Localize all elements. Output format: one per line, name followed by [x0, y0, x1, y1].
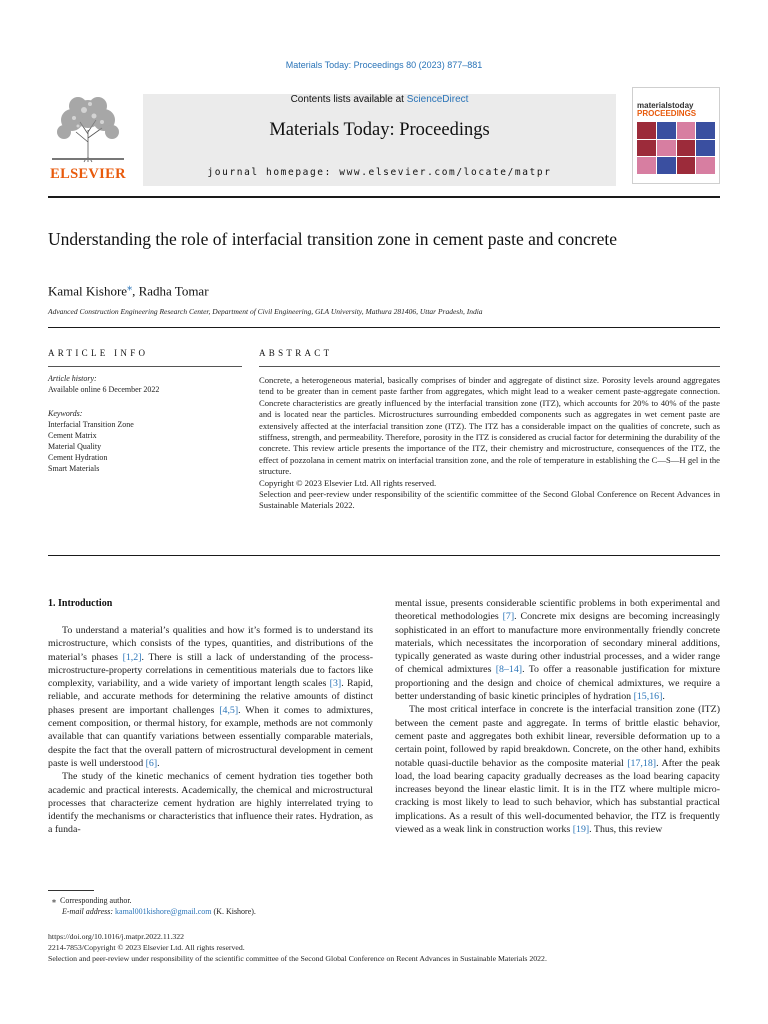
title-divider: [48, 327, 720, 328]
cover-image-mosaic: [637, 122, 715, 174]
journal-title: Materials Today: Proceedings: [269, 120, 490, 140]
elsevier-tree-icon: [48, 92, 128, 164]
citation-link[interactable]: [1,2]: [122, 651, 142, 663]
citation-link[interactable]: [3]: [329, 678, 342, 690]
elsevier-logo[interactable]: [46, 92, 130, 184]
contents-line: Contents lists available at ScienceDirect: [290, 94, 469, 105]
section-heading-introduction: 1. Introduction: [48, 598, 113, 609]
selection-note: Selection and peer-review under responsibility of the scientific committee of the Second Global Conference on Recent Advances in Sustainable Materials 2022.: [48, 954, 547, 963]
paragraph: mental issue, presents considerable scientific problems in both experimental and theoretical methodologies [7]. Concrete mix designs are becoming increasingly sophisticated in an effort to manufacture more environmentally friendly concrete materials, which necessitates the incorporation of secondary mineral additions, typically generated as waste during other industrial processes, and a wider range of chemical admixtures [8–14]. To offer a reasonable justification for mixture proportioning and the design and choice of chemical admixtures, we require a better understanding of basic kinetic principles of hydration [15,16].: [395, 598, 720, 703]
body-column-left: [48, 624, 373, 837]
keywords-block: [48, 408, 134, 474]
issn-copyright: 2214-7853/Copyright © 2023 Elsevier Ltd. All rights reserved.: [48, 943, 245, 952]
history-label: Article history:: [48, 374, 97, 383]
citation-link[interactable]: [7]: [502, 611, 515, 623]
email-link[interactable]: kamal001kishore@gmail.com: [115, 907, 212, 916]
abstract-copyright: Copyright © 2023 Elsevier Ltd. All rights reserved.: [259, 477, 437, 488]
keyword-item: Cement Matrix: [48, 431, 97, 440]
paper-title: Understanding the role of interfacial transition zone in cement paste and concrete: [48, 229, 618, 249]
paragraph: The study of the kinetic mechanics of cement hydration ties together both academic and practical interests. Academically, the chemical and microstructural processes that characterize cement hydration are highly interrelated trying to identify the mechanisms or characteristics that influence their rates. Hydration, as a funda-: [48, 771, 373, 836]
keywords-label: Keywords:: [48, 409, 83, 418]
keyword-item: Cement Hydration: [48, 453, 108, 462]
citation-link[interactable]: [17,18]: [627, 757, 657, 769]
abstract-text: [259, 375, 720, 512]
affiliation: Advanced Construction Engineering Research Center, Department of Civil Engineering, GLA University, Mathura 281406, Uttar Pradesh, India: [48, 307, 483, 316]
paragraph: The most critical interface in concrete is the interfacial transition zone (ITZ) between the cement paste and aggregate. In terms of brittle elastic behavior, cement paste and aggregates both exhibit linear, reversible deformation up to a certain point, followed by rapid breakdown. Concrete, on the other hand, exhibits notable quasi-ductile behavior as the composite material [17,18]. After the peak load, the load bearing capacity gradually decreases as the load bearing capacity increases beyond the linear elastic limit. It is in the ITZ where multiple micro-cracking is most likely to lead to such behavior, which has substantial practical implications. As a result of this well-documented behavior, the ITZ is frequently viewed as a weak link in construction works [19]. Thus, this review: [395, 704, 720, 836]
author-kishore[interactable]: Kamal Kishore: [48, 283, 128, 299]
article-info-heading: ARTICLE INFO: [48, 348, 149, 358]
article-history: [48, 373, 159, 395]
journal-reference[interactable]: Materials Today: Proceedings 80 (2023) 877–881: [285, 60, 483, 70]
citation-link[interactable]: [6]: [145, 757, 158, 769]
doi-link[interactable]: https://doi.org/10.1016/j.matpr.2022.11.322: [48, 932, 185, 941]
abstract-selection: Selection and peer-review under responsibility of the scientific committee of the Second Global Conference on Recent Advances in Sustainable Materials 2022.: [259, 489, 720, 511]
keyword-item: Material Quality: [48, 442, 102, 451]
abstract-rule: [259, 366, 720, 367]
elsevier-wordmark: ELSEVIER: [50, 166, 126, 182]
corresponding-author-note: ⁎ Corresponding author.: [52, 896, 132, 905]
citation-link[interactable]: [15,16]: [633, 691, 663, 703]
email-note: E-mail address: kamal001kishore@gmail.com (K. Kishore).: [62, 907, 256, 916]
keyword-item: Interfacial Transition Zone: [48, 420, 134, 429]
article-info-rule: [48, 366, 242, 367]
history-value: Available online 6 December 2022: [48, 385, 160, 394]
cover-brand-name: materialstoday: [637, 101, 694, 110]
abstract-body: Concrete, a heterogeneous material, basically comprises of binder and aggregate of distinct size. Porosity levels around aggregates tend to be greater than in cement paste farther from aggregates, which might lead to a weaker cement paste-aggregate connection. Concrete characteristics are greatly influenced by the interfacial transition zone (ITZ), which accounts for 20% to 40% of the paste and is located near the particles. Microstructures surrounding embedded components such as aggregates in wet cement paste are extensively affected at the interfacial transition zone (ITZ). The ITZ has a considerable impact on the qualities of concrete, such as stiffness, strength, and permeability. Therefore, porosity in the ITZ is considered as crucial factor for determining the durability of the concrete. This review article presents the importance of the ITZ, their chemistry and microstructure, consequences of the ITZ, the effect of pozzolana in cement matrix on interfacial transition zone, and the role of temperature in establishing the C—S—H gel in the structure.: [259, 375, 720, 477]
body-column-right: [395, 597, 720, 836]
sciencedirect-link[interactable]: ScienceDirect: [406, 94, 469, 105]
keyword-item: Smart Materials: [48, 464, 100, 473]
abstract-bottom-rule: [48, 555, 720, 556]
citation-link[interactable]: [4,5]: [219, 704, 239, 716]
cover-brand-sub: PROCEEDINGS: [637, 109, 697, 118]
header-divider: [48, 196, 720, 198]
footnote-rule: [48, 890, 94, 891]
citation-link[interactable]: [19]: [572, 824, 590, 836]
abstract-heading: ABSTRACT: [259, 348, 333, 358]
citation-link[interactable]: [8–14]: [495, 664, 523, 676]
paragraph: To understand a material’s qualities and how it’s formed is to understand its microstructure, which consists of the types, quantities, and distributions of the material’s phases [1,2]. There is still a lack of understanding of the process-microstructure-property correlations in cementitious materials due to factors like complexity, variability, and a wide variety of important length scales [3]. Rapid, reliable, and accurate methods for determining the relative amounts of distinct phases present are important challenges [4,5]. When it comes to admixtures, cement composition, or thermal history, for example, methods are not commonly available that can quantify variations between essentially comparable materials, despite the fact that the overall pattern of microstructural development in cement paste is well understood [6].: [48, 625, 373, 769]
journal-cover-thumbnail[interactable]: [632, 87, 720, 184]
author-separator: ,: [132, 283, 139, 299]
cover-brand: [633, 88, 719, 118]
corresponding-author-mark[interactable]: ⁎: [127, 282, 133, 293]
journal-homepage: journal homepage: www.elsevier.com/locate/matpr: [207, 167, 552, 178]
homepage-link[interactable]: www.elsevier.com/locate/matpr: [339, 167, 552, 178]
author-list: [48, 282, 209, 299]
author-tomar[interactable]: Radha Tomar: [138, 283, 209, 299]
